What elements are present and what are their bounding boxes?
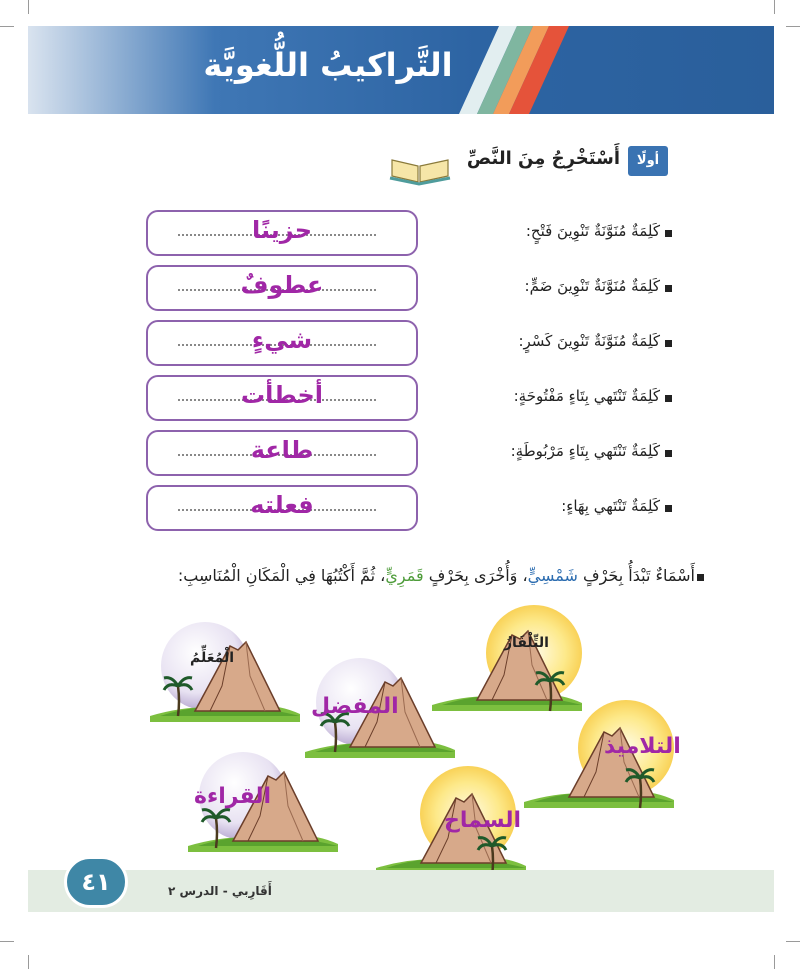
crop-mark <box>0 26 14 27</box>
question-text: أَسْمَاءٌ تَبْدَأُ بِحَرْفٍ <box>583 566 695 585</box>
footer-label: أَقَارِبي - الدرس ٢ <box>168 884 272 898</box>
answer-text: شيءٍ <box>251 326 313 354</box>
answer-text: حزينًا <box>251 216 313 244</box>
bullet <box>665 395 672 402</box>
written-answer: القراءة <box>194 784 272 809</box>
bullet <box>665 285 672 292</box>
sun-scene <box>376 766 526 876</box>
answer-text: طاعة <box>250 436 314 464</box>
header-banner <box>28 26 774 114</box>
answer-box[interactable] <box>146 485 418 531</box>
bullet <box>665 505 672 512</box>
moon-scene <box>305 654 455 760</box>
written-answer: المفضل <box>311 694 399 719</box>
written-answer: السماح <box>444 808 522 833</box>
sun-scene <box>524 700 681 810</box>
answer-text: فعلته <box>250 491 314 519</box>
footer-band <box>28 870 774 912</box>
crop-mark <box>774 955 775 969</box>
answer-text: أخطأت <box>240 381 324 409</box>
question-text: ، ثُمَّ أَكْتُبُهَا فِي الْمَكَانِ الْمُنَاسِبِ: <box>177 566 386 585</box>
crop-mark <box>786 941 800 942</box>
answer-text: عطوفٌ <box>240 271 324 299</box>
written-answer: التلاميذ <box>604 734 681 759</box>
bullet <box>697 574 704 581</box>
answer-box[interactable] <box>146 265 418 311</box>
bullet <box>665 340 672 347</box>
row-label: كَلِمَةٌ مُنَوَّنَةٌ تَنْوِينَ كَسْرٍ: <box>518 332 660 350</box>
bullet <box>665 450 672 457</box>
answer-box[interactable] <box>146 375 418 421</box>
printed-word: الْمُعَلِّمُ <box>190 650 235 666</box>
row-label: كَلِمَةٌ مُنَوَّنَةٌ تَنْوِينَ فَتْحٍ: <box>525 222 660 240</box>
section-title: أَسْتَخْرِجُ مِنَ النَّصِّ <box>466 148 620 169</box>
crop-mark <box>28 0 29 14</box>
question-two <box>45 566 695 585</box>
row-label: كَلِمَةٌ تَنْتَهي بِتَاءٍ مَفْتُوحَةٍ: <box>513 387 660 405</box>
answer-box[interactable] <box>146 430 418 476</box>
bullet <box>665 230 672 237</box>
question-text: ، وَأُخْرَى بِحَرْفٍ <box>428 566 528 585</box>
crop-mark <box>28 955 29 969</box>
crop-mark <box>0 941 14 942</box>
moon-letter-word: قَمَرِيٍّ <box>385 566 424 585</box>
sun-letter-word: شَمْسِيٍّ <box>527 566 578 585</box>
row-label: كَلِمَةٌ تَنْتَهي بِهَاءٍ: <box>561 497 660 515</box>
moon-scene <box>150 618 300 723</box>
moon-scene <box>188 748 338 853</box>
answer-box[interactable] <box>146 210 418 256</box>
crop-mark <box>786 26 800 27</box>
row-label: كَلِمَةٌ تَنْتَهي بِتَاءٍ مَرْبُوطَةٍ: <box>510 442 660 460</box>
row-label: كَلِمَةٌ مُنَوَّنَةٌ تَنْوِينَ ضَمٍّ: <box>524 277 660 295</box>
open-book-icon <box>388 150 452 186</box>
page-number: ٤١ <box>64 856 128 908</box>
section-badge: أولًا <box>628 146 668 176</box>
crop-mark <box>774 0 775 14</box>
answer-box[interactable] <box>146 320 418 366</box>
page-title: التَّراكيبُ اللُّغويَّة <box>203 46 453 84</box>
printed-word: التِّلْفَازُ <box>504 635 549 651</box>
